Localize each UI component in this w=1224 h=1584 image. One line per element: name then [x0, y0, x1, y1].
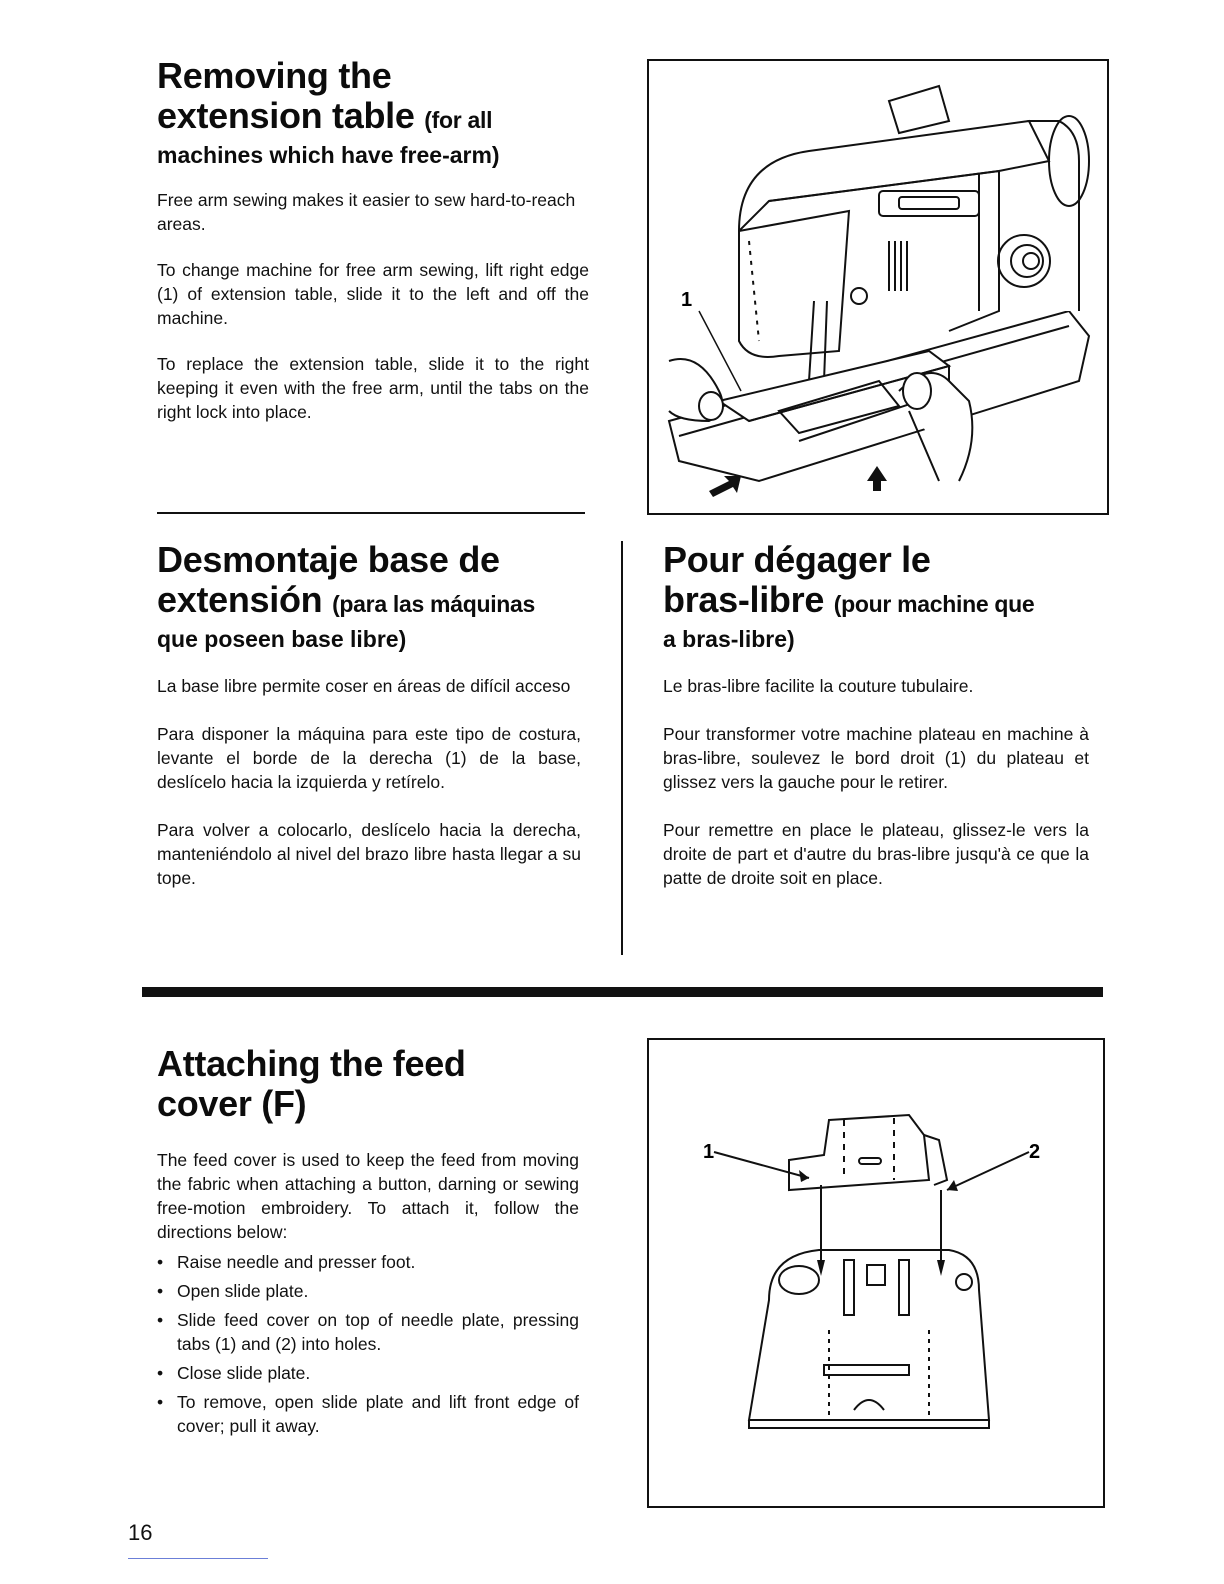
section-title-line2: bras-libre (pour machine que [663, 579, 1035, 620]
list-item: • Open slide plate. [157, 1279, 579, 1303]
section-title: Removing the [157, 55, 392, 96]
section-title: Desmontaje base de [157, 539, 500, 580]
column-divider [621, 541, 623, 955]
callout-2: 2 [1029, 1141, 1041, 1163]
paragraph: Pour transformer votre machine plateau en machine à bras-libre, soulevez le bord droit (1) du plateau et glissez vers la gauche pour le retirer. [663, 724, 1089, 792]
section-desmontaje-base [157, 540, 581, 890]
section-title: Pour dégager le [663, 539, 931, 580]
sewing-machine-drawing [649, 61, 1107, 513]
section-subtitle: machines which have free-arm) [157, 142, 500, 168]
paragraph: La base libre permite coser en áreas de difícil acceso [157, 676, 571, 696]
list-item: • Raise needle and presser foot. [157, 1250, 579, 1274]
footnote-rule [128, 1558, 268, 1559]
section-title: Attaching the feed [157, 1043, 466, 1084]
section-subtitle: que poseen base libre) [157, 626, 407, 652]
section-title-line2: extension table (for all [157, 95, 493, 136]
callout-1: 1 [703, 1141, 715, 1163]
section-removing-extension-table [157, 56, 589, 424]
divider [157, 512, 585, 514]
section-separator [142, 987, 1103, 997]
section-title-line2: extensión (para las máquinas [157, 579, 536, 620]
paragraph: Para volver a colocarlo, deslícelo hacia la derecha, manteniéndolo al nivel del brazo libre hasta llegar a su tope. [157, 820, 581, 888]
section-attaching-feed-cover [157, 1044, 579, 1443]
steps-list [157, 1250, 579, 1438]
paragraph: The feed cover is used to keep the feed from moving the fabric when attaching a button, darning or sewing free-motion embroidery. To attach it, follow the directions below: [157, 1150, 579, 1242]
paragraph: Pour remettre en place le plateau, glissez-le vers la droite de part et d'autre du bras-libre jusqu'à ce que la patte de droite soit en place. [663, 820, 1089, 888]
section-subtitle: a bras-libre) [663, 626, 795, 652]
list-item: • Close slide plate. [157, 1361, 579, 1385]
paragraph: Para disponer la máquina para este tipo de costura, levante el borde de la derecha (1) de la base, deslícelo hacia la izquierda y retírelo. [157, 724, 581, 792]
paragraph: To replace the extension table, slide it to the right keeping it even with the free arm, until the tabs on the right lock into place. [157, 354, 589, 422]
paragraph: To change machine for free arm sewing, lift right edge (1) of extension table, slide it to the left and off the machine. [157, 260, 589, 328]
section-pour-degager [663, 540, 1089, 890]
callout-1: 1 [681, 289, 693, 311]
page-number: 16 [128, 1520, 153, 1545]
paragraph: Free arm sewing makes it easier to sew hard-to-reach areas. [157, 190, 576, 234]
list-item: • Slide feed cover on top of needle plate, pressing tabs (1) and (2) into holes. [157, 1308, 579, 1356]
feed-cover-illustration [647, 1038, 1105, 1508]
sewing-machine-illustration [647, 59, 1109, 515]
list-item: • To remove, open slide plate and lift front edge of cover; pull it away. [157, 1390, 579, 1438]
paragraph: Le bras-libre facilite la couture tubulaire. [663, 676, 974, 696]
feed-cover-drawing [649, 1040, 1103, 1506]
section-title-line2: cover (F) [157, 1083, 307, 1124]
